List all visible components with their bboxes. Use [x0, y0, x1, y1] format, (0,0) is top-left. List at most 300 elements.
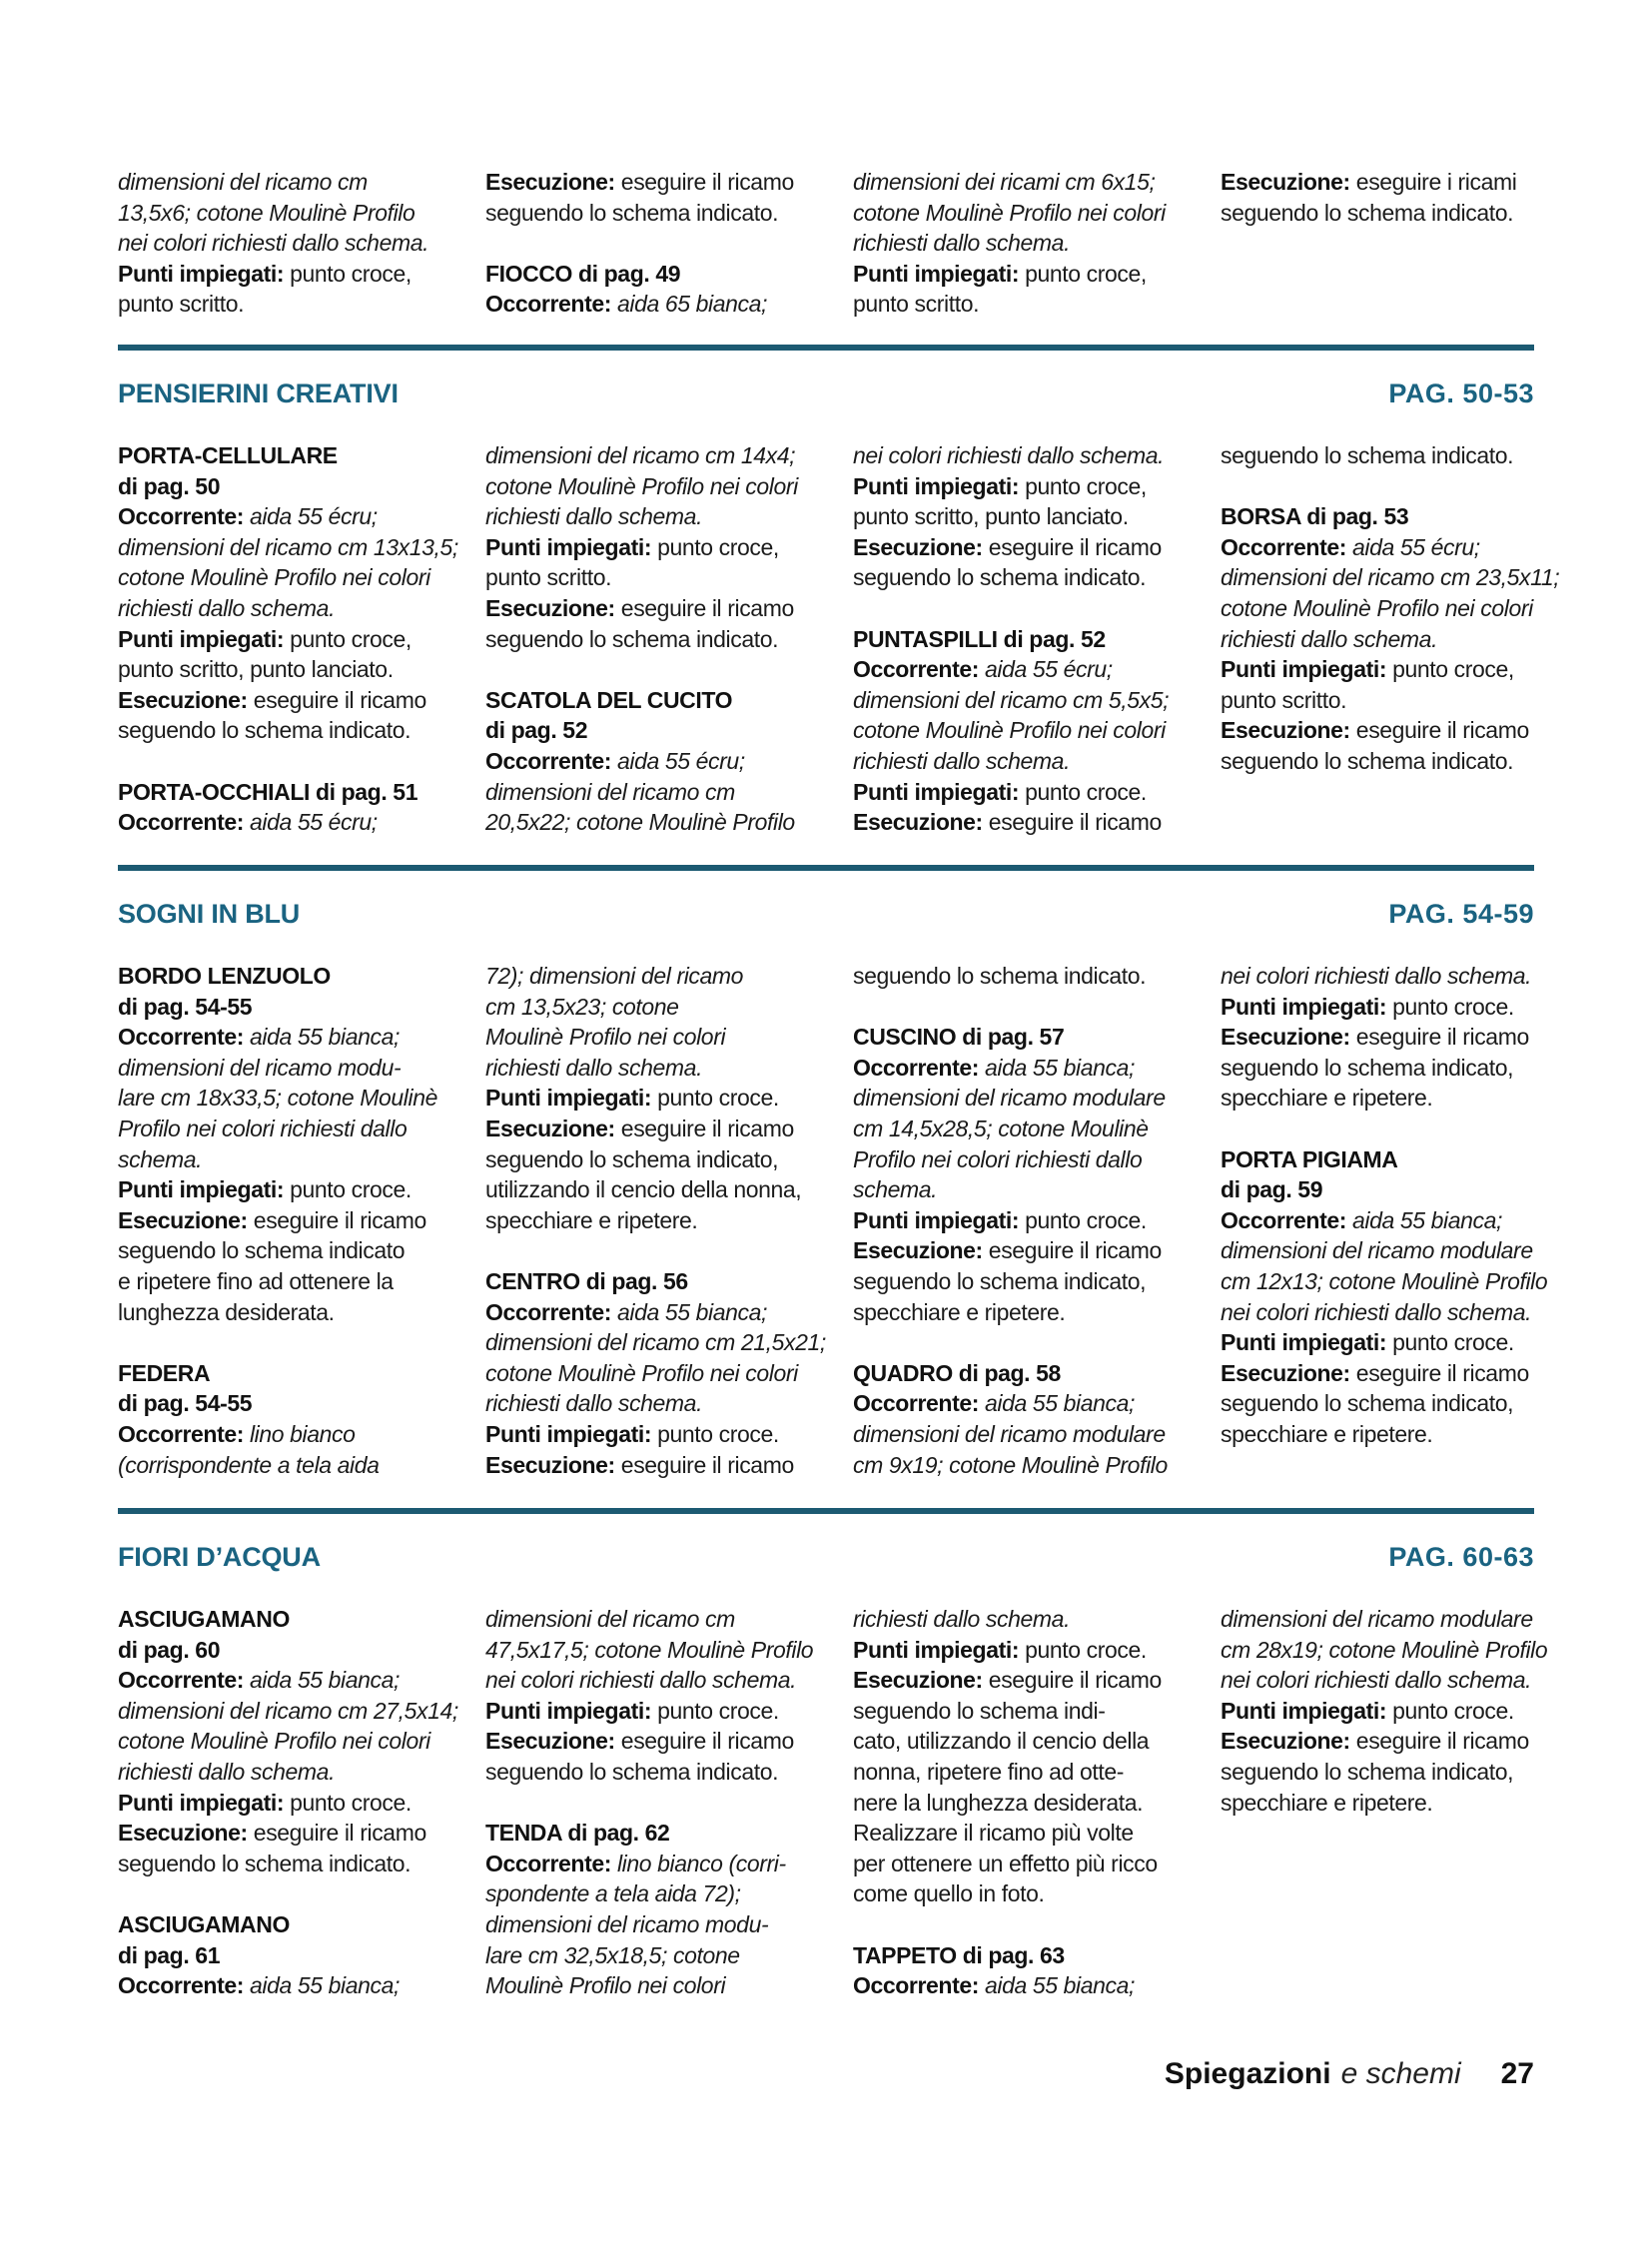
bold-label: di pag. 52	[485, 717, 588, 744]
italic-text: aida 55 écru;	[610, 747, 745, 774]
bold-label: Punti impiegati:	[118, 1176, 285, 1203]
text-line	[853, 1696, 1187, 1727]
bold-label: Occorrente:	[1221, 533, 1346, 560]
italic-text: dimensioni del ricamo cm 27,5x14;	[118, 1697, 458, 1724]
text-line	[1221, 961, 1554, 992]
bold-label: Occorrente:	[118, 809, 244, 836]
italic-text: richiesti dallo schema.	[118, 1758, 336, 1785]
text-line	[1221, 992, 1554, 1023]
bold-label: Punti impiegati:	[118, 260, 285, 287]
body-text: nonna, ripetere fino ad otte-	[853, 1758, 1124, 1785]
body-text: seguendo lo schema indicato.	[485, 1758, 779, 1785]
body-text: e ripetere fino ad ottenere la	[118, 1267, 394, 1294]
body-text: eseguire il ricamo	[614, 169, 794, 195]
section-1-col-3	[853, 440, 1187, 838]
italic-text: cm 12x13; cotone Moulinè Profilo	[1221, 1267, 1548, 1294]
italic-text: dimensioni del ricamo modulare	[853, 1085, 1166, 1112]
section-rule	[118, 345, 1534, 351]
text-line	[1221, 1144, 1554, 1175]
text-line	[118, 1970, 451, 2001]
italic-text: richiesti dallo schema.	[485, 1390, 703, 1417]
text-line	[118, 685, 451, 716]
text-line	[485, 593, 819, 624]
top-col-2	[485, 167, 819, 320]
text-line	[485, 1450, 819, 1481]
paragraph-gap	[853, 992, 1187, 1023]
body-text: seguendo lo schema indicato.	[118, 717, 412, 744]
bold-label: TAPPETO di pag. 63	[853, 1941, 1065, 1968]
bold-label: Punti impiegati:	[853, 1636, 1020, 1663]
text-line	[118, 1144, 451, 1175]
italic-text: dimensioni del ricamo modulare	[1221, 1237, 1533, 1264]
bold-label: ASCIUGAMANO	[118, 1606, 290, 1632]
text-line	[485, 1205, 819, 1236]
italic-text: Moulinè Profilo nei colori	[485, 1972, 726, 1999]
text-line	[853, 1022, 1187, 1053]
text-line	[118, 1053, 451, 1084]
body-text: eseguire il ricamo	[1349, 1728, 1529, 1755]
section-body	[118, 961, 1548, 1478]
italic-text: cotone Moulinè Profilo nei colori	[1221, 594, 1533, 621]
text-line	[485, 715, 819, 746]
text-line	[118, 807, 451, 838]
body-text: specchiare e ripetere.	[1221, 1085, 1433, 1112]
body-text: per ottenere un effetto più ricco	[853, 1850, 1158, 1876]
text-line	[1221, 624, 1554, 655]
text-line	[485, 532, 819, 563]
italic-text: 72); dimensioni del ricamo	[485, 963, 744, 989]
bold-label: Punti impiegati:	[485, 1697, 652, 1724]
paragraph-gap	[118, 1878, 451, 1909]
body-text: punto croce,	[284, 625, 412, 652]
section-1-col-1	[118, 440, 458, 838]
italic-text: (corrispondente a tela aida	[118, 1451, 380, 1478]
italic-text: schema.	[118, 1145, 203, 1172]
bold-label: Punti impiegati:	[853, 1206, 1020, 1233]
body-text: eseguire i ricami	[1349, 169, 1517, 195]
text-line	[853, 1818, 1187, 1849]
text-line	[118, 1388, 451, 1419]
text-line	[853, 289, 1187, 320]
text-line	[485, 1635, 819, 1666]
text-line	[118, 1696, 458, 1727]
text-line	[485, 746, 819, 777]
text-line	[485, 259, 819, 290]
bold-label: Esecuzione:	[1221, 717, 1350, 744]
text-line	[1221, 1696, 1554, 1727]
page-number: 27	[1500, 2057, 1534, 2090]
section-title: FIORI D’ACQUA	[118, 1542, 321, 1572]
bold-label: Punti impiegati:	[118, 1789, 285, 1816]
italic-text: dimensioni del ricamo cm 21,5x21;	[485, 1329, 826, 1356]
body-text: seguendo lo schema indicato.	[1221, 442, 1514, 468]
text-line	[485, 1083, 819, 1114]
body-text: punto croce.	[1019, 1206, 1147, 1233]
italic-text: cm 14,5x28,5; cotone Moulinè	[853, 1115, 1149, 1141]
bold-label: Esecuzione:	[1221, 1728, 1350, 1755]
italic-text: 47,5x17,5; cotone Moulinè Profilo	[485, 1636, 814, 1663]
italic-text: aida 55 bianca;	[1345, 1206, 1502, 1233]
body-text: punto croce.	[651, 1697, 779, 1724]
italic-text: aida 55 bianca;	[243, 1024, 400, 1051]
text-line	[485, 1419, 819, 1450]
text-line	[485, 1297, 819, 1328]
bold-label: Punti impiegati:	[485, 1085, 652, 1112]
bold-label: Occorrente:	[118, 1420, 244, 1447]
section-1-col-4	[1221, 440, 1560, 777]
text-line	[853, 1970, 1187, 2001]
text-line	[485, 1909, 819, 1940]
italic-text: nei colori richiesti dallo schema.	[1221, 1298, 1532, 1325]
text-line	[853, 1266, 1187, 1297]
text-line	[485, 440, 819, 471]
text-line	[485, 1114, 819, 1144]
section-2-col-2	[485, 961, 826, 1480]
section-3-col-1	[118, 1604, 458, 2001]
body-text: punto croce,	[1019, 260, 1147, 287]
bold-label: PORTA-OCCHIALI di pag. 51	[118, 778, 418, 805]
body-text: seguendo lo schema indicato.	[1221, 747, 1514, 774]
text-line	[1221, 1726, 1554, 1757]
body-text: punto croce.	[284, 1789, 412, 1816]
bold-label: Esecuzione:	[1221, 169, 1350, 195]
section-rule	[118, 1508, 1534, 1514]
italic-text: lino bianco (corri-	[610, 1850, 786, 1876]
bold-label: Punti impiegati:	[485, 1420, 652, 1447]
section-title: PENSIERINI CREATIVI	[118, 378, 399, 408]
body-text: eseguire il ricamo	[1349, 1024, 1529, 1051]
bold-label: Punti impiegati:	[485, 533, 652, 560]
text-line	[485, 1266, 819, 1297]
italic-text: Profilo nei colori richiesti dallo	[118, 1115, 408, 1141]
text-line	[1221, 562, 1560, 593]
text-line	[118, 624, 451, 655]
text-line	[853, 259, 1187, 290]
section-2-col-4	[1221, 961, 1554, 1450]
text-line	[1221, 1053, 1554, 1084]
text-line	[853, 654, 1187, 685]
body-text: eseguire il ricamo	[982, 1667, 1162, 1694]
text-line	[485, 501, 819, 532]
top-col-4	[1221, 167, 1554, 228]
bold-label: CENTRO di pag. 56	[485, 1267, 688, 1294]
page-footer	[1165, 2057, 1534, 2091]
text-line	[118, 1297, 451, 1328]
section-rule	[118, 865, 1534, 871]
section-header	[118, 899, 1534, 939]
text-line	[1221, 685, 1554, 716]
body-text: Realizzare il ricamo più volte	[853, 1820, 1134, 1847]
text-line	[485, 1022, 819, 1053]
text-line	[853, 624, 1187, 655]
text-line	[853, 228, 1187, 259]
text-line	[853, 1726, 1187, 1757]
bold-label: Esecuzione:	[853, 1667, 983, 1694]
section-body	[118, 440, 1560, 836]
bold-label: Occorrente:	[118, 1667, 244, 1694]
bold-label: Occorrente:	[485, 747, 611, 774]
text-line	[118, 1450, 451, 1481]
italic-text: dimensioni del ricamo cm 5,5x5;	[853, 686, 1170, 713]
text-line	[853, 1788, 1187, 1819]
italic-text: dimensioni del ricamo cm 14x4;	[485, 442, 796, 468]
body-text: punto croce.	[1386, 993, 1514, 1020]
body-text: eseguire il ricamo	[614, 1115, 794, 1141]
italic-text: aida 55 écru;	[243, 503, 378, 530]
bold-label: Punti impiegati:	[1221, 656, 1387, 683]
bold-label: di pag. 50	[118, 472, 221, 499]
italic-text: cm 28x19; cotone Moulinè Profilo	[1221, 1636, 1548, 1663]
section-page-range: PAG. 54-59	[1388, 899, 1534, 929]
italic-text: 20,5x22; cotone Moulinè Profilo	[485, 809, 795, 836]
text-line	[118, 562, 451, 593]
text-line	[118, 1083, 451, 1114]
italic-text: schema.	[853, 1176, 938, 1203]
body-text: punto croce.	[1386, 1697, 1514, 1724]
body-text: seguendo lo schema indicato,	[1221, 1390, 1514, 1417]
bold-label: Esecuzione:	[485, 1451, 615, 1478]
text-line	[1221, 1665, 1554, 1696]
paragraph-gap	[853, 1327, 1187, 1358]
bold-label: Occorrente:	[853, 1054, 979, 1081]
text-line	[118, 715, 451, 746]
text-line	[485, 1940, 819, 1971]
italic-text: richiesti dallo schema.	[118, 594, 336, 621]
italic-text: dimensioni del ricamo modu-	[118, 1054, 402, 1081]
text-line	[118, 1205, 451, 1236]
paragraph-gap	[118, 746, 451, 777]
italic-text: aida 55 bianca;	[978, 1054, 1135, 1081]
section-page-range: PAG. 50-53	[1388, 378, 1534, 408]
text-line	[1221, 1635, 1554, 1666]
text-line	[1221, 1297, 1554, 1328]
text-line	[853, 1174, 1187, 1205]
text-line	[485, 1878, 819, 1909]
top-continuation	[118, 167, 1534, 339]
text-line	[1221, 1022, 1554, 1053]
section-body	[118, 1604, 1548, 1999]
italic-text: dimensioni del ricamo modu-	[485, 1910, 769, 1937]
italic-text: richiesti dallo schema.	[485, 503, 703, 530]
paragraph-gap	[853, 1909, 1187, 1940]
text-line	[1221, 654, 1554, 685]
text-line	[118, 1114, 451, 1144]
body-text: lunghezza desiderata.	[118, 1298, 335, 1325]
body-text: specchiare e ripetere.	[1221, 1420, 1433, 1447]
italic-text: richiesti dallo schema.	[853, 1606, 1071, 1632]
text-line	[853, 1358, 1187, 1389]
italic-text: cm 13,5x23; cotone	[485, 993, 679, 1020]
bold-label: Esecuzione:	[853, 1237, 983, 1264]
bold-label: Occorrente:	[853, 1972, 979, 1999]
body-text: punto croce.	[1019, 778, 1147, 805]
text-line	[1221, 1388, 1554, 1419]
body-text: punto croce.	[651, 1085, 779, 1112]
text-line	[853, 1053, 1187, 1084]
section-3-col-3	[853, 1604, 1187, 2001]
text-line	[485, 1174, 819, 1205]
italic-text: nei colori richiesti dallo schema.	[485, 1667, 797, 1694]
bold-label: di pag. 54-55	[118, 1390, 253, 1417]
text-line	[485, 1327, 826, 1358]
text-line	[118, 167, 451, 198]
italic-text: aida 55 écru;	[243, 809, 378, 836]
italic-text: aida 65 bianca;	[610, 291, 767, 318]
text-line	[1221, 501, 1554, 532]
text-line	[1221, 715, 1554, 746]
text-line	[485, 1696, 819, 1727]
text-line	[118, 440, 451, 471]
italic-text: aida 55 bianca;	[243, 1972, 400, 1999]
bold-label: TENDA di pag. 62	[485, 1820, 670, 1847]
paragraph-gap	[485, 654, 819, 685]
bold-label: Punti impiegati:	[118, 625, 285, 652]
top-col-1	[118, 167, 451, 320]
body-text: seguendo lo schema indicato.	[1221, 199, 1514, 226]
body-text: seguendo lo schema indicato.	[485, 625, 779, 652]
bold-label: Esecuzione:	[118, 1206, 248, 1233]
text-line	[1221, 1174, 1554, 1205]
text-line	[1221, 1604, 1554, 1635]
italic-text: richiesti dallo schema.	[1221, 625, 1438, 652]
bold-label: Occorrente:	[485, 1298, 611, 1325]
bold-label: Occorrente:	[1221, 1206, 1346, 1233]
text-line	[485, 1818, 819, 1849]
text-line	[118, 1235, 451, 1266]
body-text: eseguire il ricamo	[614, 1728, 794, 1755]
text-line	[1221, 1419, 1554, 1450]
body-text: seguendo lo schema indicato,	[853, 1267, 1147, 1294]
text-line	[118, 1757, 451, 1788]
bold-label: Esecuzione:	[853, 533, 983, 560]
body-text: punto croce.	[1019, 1636, 1147, 1663]
bold-label: Punti impiegati:	[853, 260, 1020, 287]
text-line	[118, 1604, 451, 1635]
italic-text: Moulinè Profilo nei colori	[485, 1024, 726, 1051]
body-text: punto scritto.	[1221, 686, 1347, 713]
bold-label: BORSA di pag. 53	[1221, 503, 1409, 530]
text-line	[485, 289, 819, 320]
bold-label: Occorrente:	[853, 1390, 979, 1417]
body-text: eseguire il ricamo	[1349, 717, 1529, 744]
body-text: punto croce.	[1386, 1329, 1514, 1356]
italic-text: cm 9x19; cotone Moulinè Profilo	[853, 1451, 1168, 1478]
text-line	[485, 1388, 819, 1419]
paragraph-gap	[1221, 471, 1554, 502]
italic-text: aida 55 bianca;	[610, 1298, 767, 1325]
section-2-col-3	[853, 961, 1187, 1480]
italic-text: cotone Moulinè Profilo nei colori	[853, 199, 1166, 226]
text-line	[118, 228, 451, 259]
text-line	[118, 593, 451, 624]
body-text: eseguire il ricamo	[982, 533, 1162, 560]
body-text: come quello in foto.	[853, 1880, 1045, 1907]
text-line	[118, 1022, 451, 1053]
italic-text: dimensioni dei ricami cm 6x15;	[853, 169, 1156, 195]
bold-label: BORDO LENZUOLO	[118, 963, 331, 989]
italic-text: spondente a tela aida 72);	[485, 1880, 741, 1907]
italic-text: aida 55 bianca;	[978, 1390, 1135, 1417]
bold-label: Occorrente:	[118, 1972, 244, 1999]
paragraph-gap	[1221, 1114, 1554, 1144]
body-text: punto scritto.	[853, 291, 980, 318]
text-line	[1221, 167, 1554, 198]
body-text: eseguire il ricamo	[982, 1237, 1162, 1264]
body-text: eseguire il ricamo	[247, 1820, 426, 1847]
italic-text: dimensioni del ricamo cm	[485, 778, 735, 805]
text-line	[118, 289, 451, 320]
body-text: punto croce.	[284, 1176, 412, 1203]
italic-text: aida 55 bianca;	[243, 1667, 400, 1694]
text-line	[118, 1788, 451, 1819]
body-text: punto scritto, punto lanciato.	[853, 503, 1129, 530]
bold-label: Esecuzione:	[1221, 1024, 1350, 1051]
section-3-col-4	[1221, 1604, 1554, 1818]
body-text: eseguire il ricamo	[982, 809, 1162, 836]
body-text: seguendo lo schema indicato,	[485, 1145, 779, 1172]
text-line	[1221, 593, 1554, 624]
bold-label: CUSCINO di pag. 57	[853, 1024, 1065, 1051]
text-line	[118, 532, 458, 563]
bold-label: di pag. 61	[118, 1941, 221, 1968]
text-line	[118, 1940, 451, 1971]
italic-text: nei colori richiesti dallo schema.	[118, 230, 429, 257]
text-line	[485, 624, 819, 655]
italic-text: cotone Moulinè Profilo nei colori	[485, 472, 798, 499]
text-line	[853, 961, 1187, 992]
section-title: SOGNI IN BLU	[118, 899, 301, 929]
bold-label: Esecuzione:	[485, 594, 615, 621]
text-line	[1221, 746, 1554, 777]
bold-label: Punti impiegati:	[1221, 993, 1387, 1020]
text-line	[485, 1726, 819, 1757]
text-line	[853, 1849, 1187, 1879]
text-line	[118, 1726, 451, 1757]
bold-label: Punti impiegati:	[853, 778, 1020, 805]
text-line	[485, 1757, 819, 1788]
footer-subtitle: e schemi	[1340, 2057, 1461, 2090]
body-text: seguendo lo schema indicato,	[1221, 1054, 1514, 1081]
text-line	[485, 167, 819, 198]
italic-text: Profilo nei colori richiesti dallo	[853, 1145, 1143, 1172]
bold-label: Esecuzione:	[485, 1728, 615, 1755]
italic-text: nei colori richiesti dallo schema.	[853, 442, 1165, 468]
bold-label: FIOCCO di pag. 49	[485, 260, 681, 287]
text-line	[853, 1940, 1187, 1971]
body-text: punto croce.	[651, 1420, 779, 1447]
body-text: nere la lunghezza desiderata.	[853, 1789, 1144, 1816]
text-line	[118, 961, 451, 992]
text-line	[853, 440, 1187, 471]
text-line	[853, 167, 1187, 198]
italic-text: richiesti dallo schema.	[853, 747, 1071, 774]
text-line	[1221, 1757, 1554, 1788]
bold-label: di pag. 59	[1221, 1176, 1323, 1203]
text-line	[118, 1818, 451, 1849]
text-line	[853, 1235, 1187, 1266]
bold-label: di pag. 54-55	[118, 993, 253, 1020]
section-header	[118, 378, 1534, 418]
text-line	[118, 1419, 451, 1450]
text-line	[1221, 1235, 1554, 1266]
text-line	[853, 1388, 1187, 1419]
body-text: eseguire il ricamo	[247, 686, 426, 713]
text-line	[485, 1849, 819, 1879]
body-text: seguendo lo schema indicato.	[853, 963, 1147, 989]
text-line	[118, 501, 451, 532]
bold-label: QUADRO di pag. 58	[853, 1359, 1061, 1386]
body-text: punto scritto.	[485, 564, 612, 591]
